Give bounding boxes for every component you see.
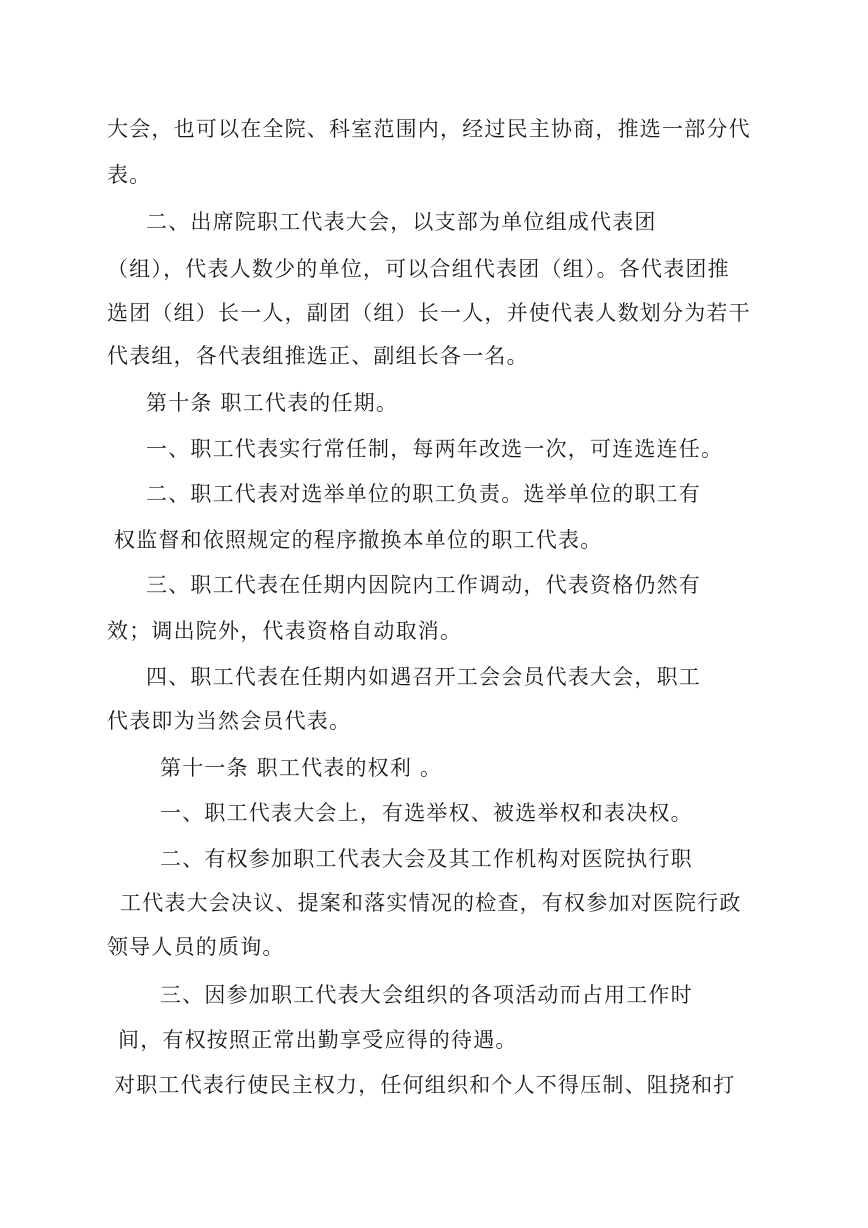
- text-line: 一、职工代表大会上，有选举权、被选举权和表决权。: [160, 801, 693, 825]
- text-line: 三、职工代表在任期内因院内工作调动，代表资格仍然有: [146, 573, 701, 597]
- text-line: 效；调出院外，代表资格自动取消。: [107, 619, 463, 643]
- text-line: 表。: [107, 163, 152, 187]
- text-line: 选团（组）长一人，副团（组）长一人，并使代表人数划分为若干: [107, 301, 751, 325]
- text-line: （组），代表人数少的单位，可以合组代表团（组）。各代表团推: [107, 257, 730, 281]
- text-line: 二、出席院职工代表大会，以支部为单位组成代表团: [146, 210, 657, 234]
- text-line: 对职工代表行使民主权力，任何组织和个人不得压制、阻挠和打: [114, 1073, 736, 1097]
- text-line: 四、职工代表在任期内如遇召开工会会员代表大会，职工: [146, 665, 701, 689]
- section-heading: 第十条 职工代表的任期。: [146, 391, 399, 415]
- text-line: 一、职工代表实行常任制，每两年改选一次，可连选连任。: [146, 437, 724, 461]
- text-line: 代表即为当然会员代表。: [107, 709, 352, 733]
- text-line: 二、职工代表对选举单位的职工负责。选举单位的职工有: [146, 482, 701, 506]
- text-line: 权监督和依照规定的程序撤换本单位的职工代表。: [114, 528, 603, 552]
- text-line: 领导人员的质询。: [107, 935, 285, 959]
- text-line: 工代表大会决议、提案和落实情况的检查，有权参加对医院行政: [120, 891, 742, 915]
- text-line: 三、因参加职工代表大会组织的各项活动而占用工作时: [160, 983, 693, 1007]
- text-line: 大会，也可以在全院、科室范围内，经过民主协商，推选一部分代: [107, 117, 751, 141]
- text-line: 代表组，各代表组推选正、副组长各一名。: [107, 344, 529, 368]
- text-line: 间，有权按照正常出勤享受应得的待遇。: [118, 1028, 518, 1052]
- section-heading: 第十一条 职工代表的权利 。: [160, 756, 443, 780]
- text-line: 二、有权参加职工代表大会及其工作机构对医院执行职: [160, 847, 693, 871]
